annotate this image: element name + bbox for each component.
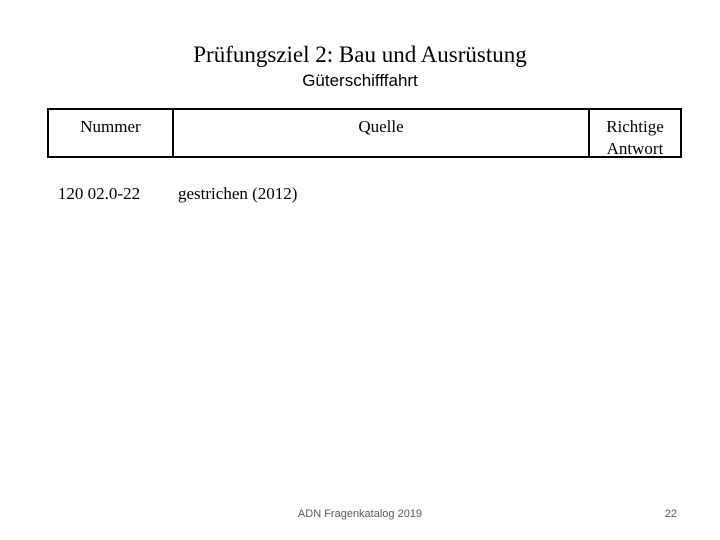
- table-header: [47, 108, 682, 158]
- slide-title: Prüfungsziel 2: Bau und Ausrüstung: [193, 42, 527, 67]
- column-header-answer-line-1: Richtige: [606, 117, 664, 136]
- column-header-source: Quelle: [358, 117, 404, 136]
- row-number: 120 02.0-22: [57, 184, 141, 203]
- column-header-answer: [590, 116, 680, 160]
- slide-subtitle: Güterschifffahrt: [302, 71, 418, 90]
- footer-text: ADN Fragenkatalog 2019: [297, 508, 423, 520]
- page-number: 22: [664, 508, 677, 520]
- column-header-number: Nummer: [80, 117, 141, 136]
- column-header-answer-line-2: Antwort: [606, 139, 664, 158]
- row-source: gestrichen (2012): [178, 184, 298, 203]
